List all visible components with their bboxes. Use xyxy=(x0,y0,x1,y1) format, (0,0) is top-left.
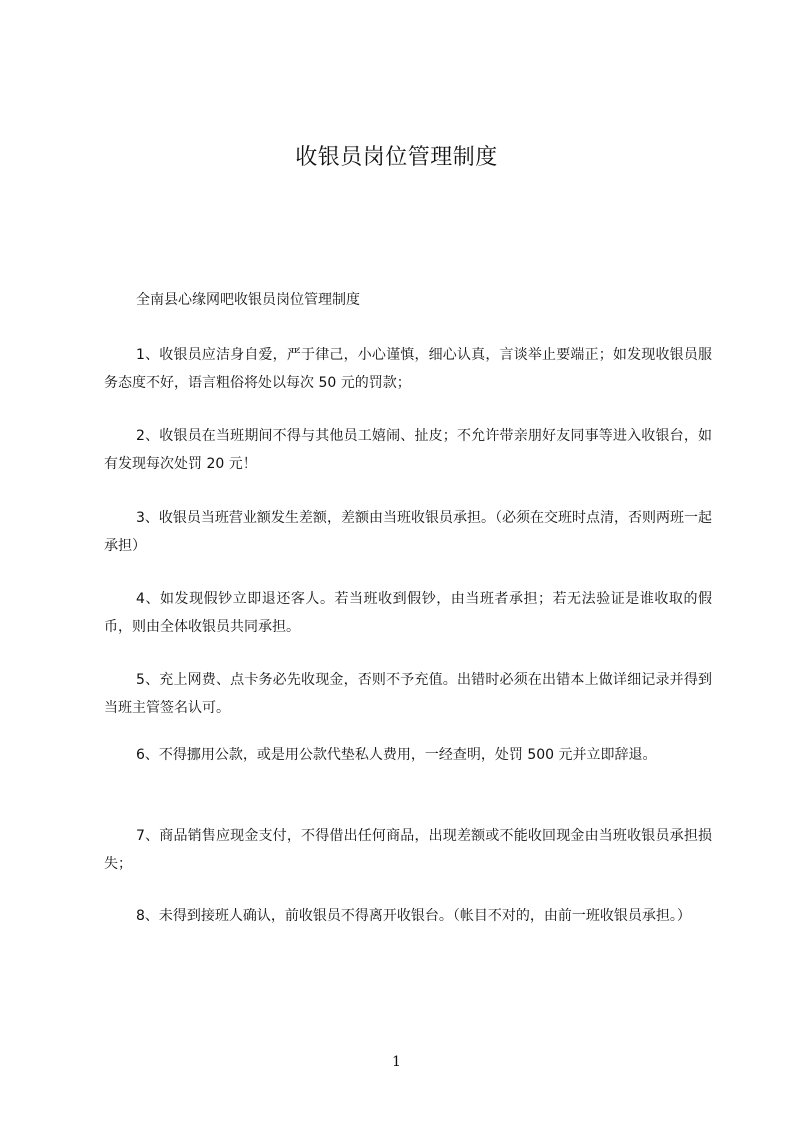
rule-paragraph-5: 5、充上网费、点卡务必先收现金，否则不予充值。出错时必须在出错本上做详细记录并得到当班主管签名认可。 xyxy=(104,672,712,716)
document-intro: 全南县心缘网吧收银员岗位管理制度 xyxy=(136,292,360,308)
document-title: 收银员岗位管理制度 xyxy=(295,145,498,170)
rule-paragraph-2: 2、收银员在当班期间不得与其他员工嬉闹、扯皮；不允许带亲朋好友同事等进入收银台，如有发现每次处罚 20 元！ xyxy=(104,428,712,472)
rule-paragraph-1: 1、收银员应洁身自爱，严于律己，小心谨慎，细心认真，言谈举止要端正；如发现收银员服务态度不好，语言粗俗将处以每次 50 元的罚款； xyxy=(104,347,712,391)
rule-paragraph-8: 8、未得到接班人确认，前收银员不得离开收银台。（帐目不对的，由前一班收银员承担。） xyxy=(136,908,691,924)
page-number: 1 xyxy=(392,1054,401,1070)
rule-paragraph-4: 4、如发现假钞立即退还客人。若当班收到假钞，由当班者承担；若无法验证是谁收取的假币，则由全体收银员共同承担。 xyxy=(104,591,712,635)
rule-paragraph-3: 3、收银员当班营业额发生差额，差额由当班收银员承担。（必须在交班时点清，否则两班一起承担） xyxy=(104,510,712,554)
rule-paragraph-7: 7、商品销售应现金支付，不得借出任何商品，出现差额或不能收回现金由当班收银员承担损失； xyxy=(104,828,712,872)
rule-paragraph-6: 6、不得挪用公款，或是用公款代垫私人费用，一经查明，处罚 500 元并立即辞退。 xyxy=(136,747,657,763)
